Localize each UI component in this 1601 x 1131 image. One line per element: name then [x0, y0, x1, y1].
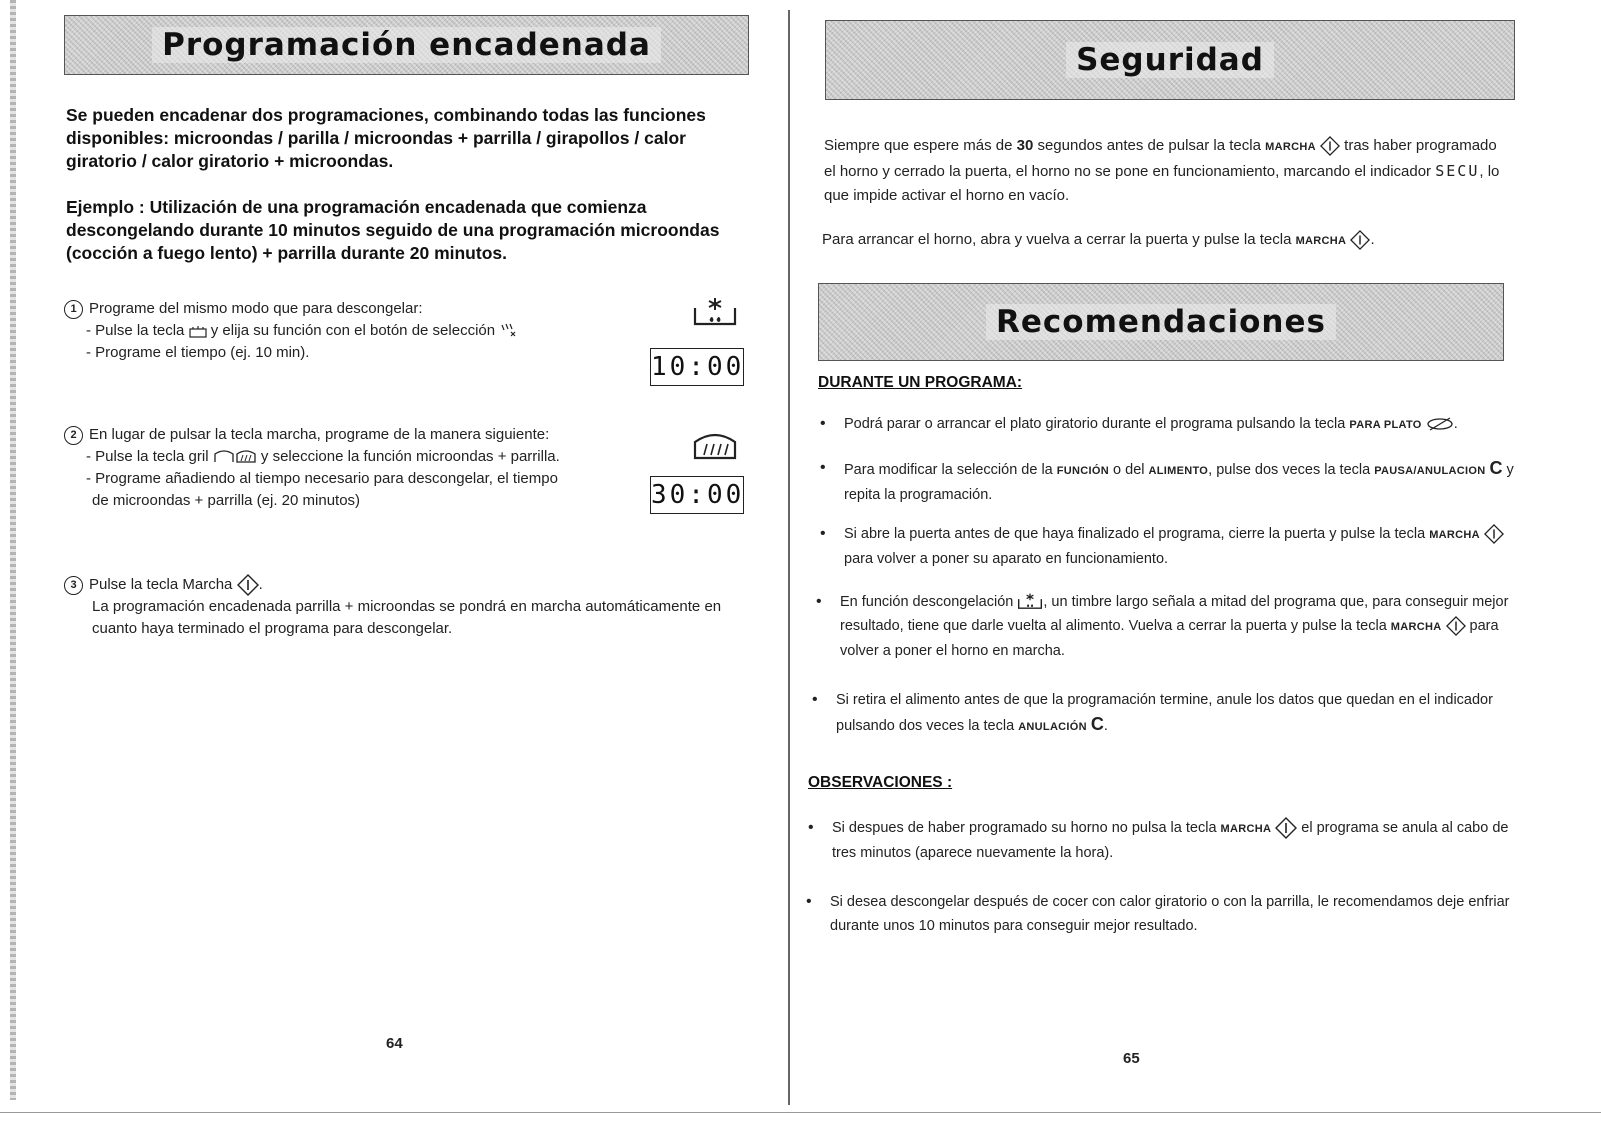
right-page — [800, 0, 1601, 1131]
turntable-stop-icon — [1426, 417, 1454, 431]
step-line: y seleccione la función microondas + parrilla. — [260, 448, 560, 465]
step-1 — [64, 298, 654, 364]
text: el programa se anula al cabo de tres minutos (aparece nuevamente la hora). — [832, 820, 1509, 861]
key-name: MARCHA — [1265, 141, 1316, 153]
step-line: - Pulse la tecla — [86, 322, 185, 339]
page-number-left: 64 — [386, 1035, 403, 1052]
step-number: 2 — [64, 426, 83, 445]
grill-key-icon — [213, 448, 257, 466]
text: , un timbre largo señala a mitad del programa que, para conseguir mejor resultado, tiene que darle vuelta al alimento. Vuelva a cerrar la puerta y pulse la tecla — [840, 594, 1509, 634]
text: Podrá parar o arrancar el plato giratorio durante el programa pulsando la tecla — [844, 416, 1346, 432]
text: tras haber programado el horno y cerrado la puerta, el horno no se pone en funcionamiento, marcando el indicador — [824, 137, 1497, 180]
start-key-icon — [1484, 524, 1504, 544]
step-line: La programación encadenada parrilla + microondas se pondrá en marcha automáticamente en cuanto haya terminado el programa para descongelar. — [92, 598, 722, 638]
cancel-key-icon: C — [1489, 458, 1503, 478]
step-number: 1 — [64, 300, 83, 319]
bullet-icon: • — [816, 593, 822, 610]
key-name: FUNCIÓN — [1056, 465, 1109, 477]
text: En función descongelación — [840, 594, 1014, 610]
list-item — [820, 456, 1524, 507]
text: Si abre la puerta antes de que haya finalizado el programa, cierre la puerta y pulse la tecla — [844, 526, 1426, 542]
bullet-icon: • — [812, 691, 818, 708]
list-item: • Si retira el alimento antes de que la programación termine, anule los datos que quedan en el indicador pulsando dos veces la tecla ANULACIÓN C. — [836, 688, 1526, 739]
recommendations-title: Recomendaciones — [986, 304, 1336, 340]
example-paragraph: Ejemplo : Utilización de una programación encadenada que comienza descongelando durante 10 minutos seguido de una programación microondas (cocción a fuego lento) + parrilla durante 20 minutos. — [66, 197, 720, 263]
start-key-icon — [237, 574, 259, 596]
bullet-icon: • — [806, 893, 812, 910]
key-name: MARCHA — [1390, 621, 1442, 633]
bullet-icon: • — [820, 459, 826, 476]
page-number-right: 65 — [1123, 1050, 1140, 1067]
step-number: 3 — [64, 576, 83, 595]
step-line: - Programe el tiempo (ej. 10 min). — [86, 344, 310, 361]
list-item — [816, 590, 1524, 663]
text: y repita la programación. — [844, 462, 1514, 503]
left-page — [0, 0, 790, 1131]
key-name: PARA PLATO — [1349, 419, 1422, 431]
key-name: ALIMENTO — [1148, 465, 1209, 477]
text: Si retira el alimento antes de que la programación termine, anule los datos que quedan en el indicador pulsando dos veces la tecla — [836, 692, 1493, 734]
cancel-key-icon: C — [1090, 714, 1104, 734]
start-key-icon — [1275, 817, 1297, 839]
seconds-value: 30 — [1016, 137, 1034, 154]
defrost-key-icon — [189, 324, 207, 338]
step-line: En lugar de pulsar la tecla marcha, programe de la manera siguiente: — [89, 426, 550, 443]
key-name: MARCHA — [1295, 235, 1347, 247]
text: , lo que impide activar el horno en vacío. — [824, 163, 1500, 204]
heading-observations: OBSERVACIONES : — [808, 774, 953, 791]
step-2 — [64, 424, 654, 512]
start-key-icon — [1446, 616, 1466, 636]
step-line: - Programe añadiendo al tiempo necesario para descongelar, el tiempo — [86, 470, 558, 487]
step-line: - Pulse la tecla gril — [86, 448, 209, 465]
start-key-icon — [1320, 136, 1340, 156]
security-paragraph-1 — [824, 134, 1510, 208]
selector-knob-icon — [499, 323, 517, 339]
key-name: MARCHA — [1220, 823, 1272, 835]
title-band-security — [825, 20, 1515, 100]
list-item — [806, 890, 1526, 938]
intro-text — [66, 104, 756, 173]
step-line: y elija su función con el botón de selección — [210, 322, 496, 339]
step-line: de microondas + parrilla (ej. 20 minutos) — [92, 492, 361, 509]
page-title: Programación encadenada — [152, 27, 661, 63]
secu-indicator: SECU — [1435, 162, 1480, 180]
security-paragraph-2: Para arrancar el horno, abra y vuelva a cerrar la puerta y pulse la tecla MARCHA . — [822, 228, 1508, 253]
start-key-icon — [1350, 230, 1370, 250]
step-3: 3 Pulse la tecla Marcha . La programación encadenada parrilla + microondas se pondrá en marcha automáticamente en cuanto haya terminado el programa para descongelar. — [64, 574, 754, 640]
example-text — [66, 196, 756, 265]
list-item: • Podrá parar o arrancar el plato giratorio durante el programa pulsando la tecla PARA PLATO . — [844, 412, 1524, 437]
text: Si desea descongelar después de cocer con calor giratorio o con la parrilla, le recomendamos deje enfriar durante unos 10 minutos para conseguir mejor resultado. — [830, 894, 1510, 934]
title-band-recommendations — [818, 283, 1504, 361]
bullet-icon: • — [808, 819, 814, 836]
list-item — [820, 522, 1524, 571]
key-name: MARCHA — [1429, 529, 1480, 541]
list-item — [808, 816, 1526, 865]
bullet-icon: • — [820, 525, 826, 542]
text: Siempre que espere más de — [824, 137, 1013, 154]
heading-during-program: DURANTE UN PROGRAMA: — [818, 374, 1023, 391]
key-name: ANULACIÓN — [1018, 721, 1087, 733]
title-band-chained — [64, 15, 749, 75]
grill-microwave-icon — [692, 428, 738, 462]
timer-display-10: 10:00 — [650, 348, 744, 386]
key-name: PAUSA/ANULACION — [1374, 465, 1486, 477]
text: Si despues de haber programado su horno no pulsa la tecla — [832, 820, 1217, 836]
security-title: Seguridad — [1066, 42, 1274, 78]
defrost-icon — [692, 296, 738, 330]
bullet-icon: • — [820, 415, 826, 432]
text: segundos antes de pulsar la tecla — [1037, 137, 1261, 154]
text: Para arrancar el horno, abra y vuelva a cerrar la puerta y pulse la tecla — [822, 231, 1292, 248]
defrost-icon — [1017, 591, 1043, 613]
timer-display-30: 30:00 — [650, 476, 744, 514]
step-line: Pulse la tecla Marcha — [89, 576, 233, 593]
intro-paragraph: Se pueden encadenar dos programaciones, combinando todas las funciones disponibles: microondas / parilla / microondas + parrilla / girapollos / calor giratorio / calor giratorio + microondas. — [66, 105, 706, 171]
text: , pulse dos veces la tecla — [1208, 462, 1371, 478]
text: para volver a poner su aparato en funcionamiento. — [844, 551, 1169, 567]
text: o del — [1113, 462, 1145, 478]
step-line: Programe del mismo modo que para descongelar: — [89, 300, 423, 317]
text: para volver a poner el horno en marcha. — [840, 618, 1499, 659]
text: Para modificar la selección de la — [844, 462, 1053, 478]
